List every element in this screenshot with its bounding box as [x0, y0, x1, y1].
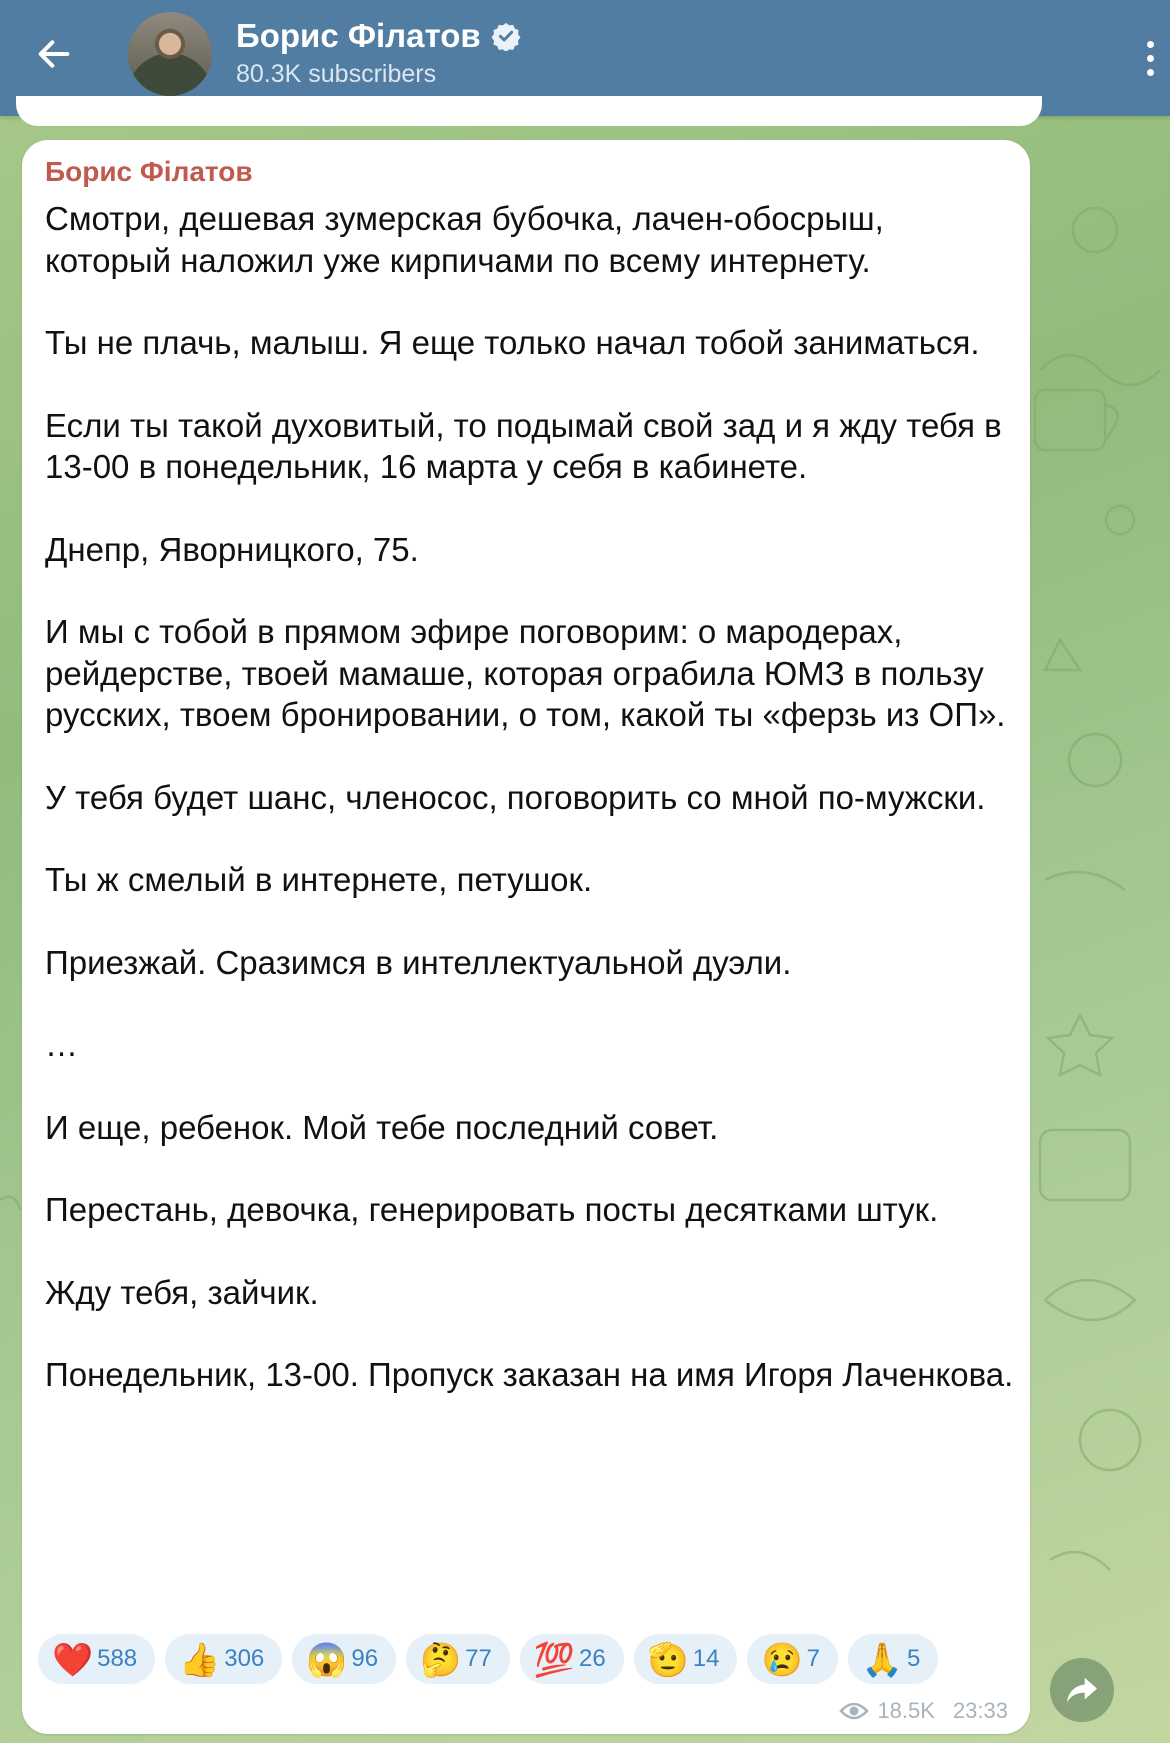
reaction-pray[interactable]	[848, 1634, 938, 1684]
message-paragraph: Если ты такой духовитый, то подымай свой зад и я жду тебя в 13-00 в понедельник, 16 марта у себя в кабинете.	[45, 406, 1002, 485]
message-paragraph: Перестань, девочка, генерировать посты десятками штук.	[45, 1191, 939, 1228]
message-paragraph: Ты ж смелый в интернете, петушок.	[45, 861, 593, 898]
menu-dot-icon	[1147, 69, 1154, 76]
reaction-scream[interactable]	[292, 1634, 396, 1684]
reaction-heart[interactable]	[38, 1634, 155, 1684]
menu-dot-icon	[1147, 55, 1154, 62]
reaction-count: 5	[907, 1645, 921, 1672]
message-paragraph: Днепр, Яворницкого, 75.	[45, 530, 419, 568]
reaction-thumbs-up[interactable]	[165, 1634, 282, 1684]
verified-badge-icon	[491, 21, 521, 51]
channel-name: Борис Філатов	[236, 17, 481, 54]
message-paragraph: Ты не плачь, малыш. Я еще только начал тобой заниматься.	[45, 324, 980, 361]
reactions-bar	[38, 1634, 938, 1684]
message-paragraph: У тебя будет шанс, членосос, поговорить со мной по-мужски.	[45, 778, 986, 816]
reaction-count: 77	[465, 1645, 492, 1672]
message-meta	[839, 1698, 1008, 1724]
channel-title[interactable]	[236, 16, 521, 56]
reaction-count: 96	[351, 1645, 379, 1672]
back-button[interactable]	[26, 26, 82, 82]
hundred-points-emoji-icon: 💯	[533, 1640, 575, 1678]
menu-dot-icon	[1147, 41, 1154, 48]
message-author[interactable]: Борис Філатов	[45, 156, 253, 187]
reaction-count: 7	[806, 1645, 820, 1672]
more-options-button[interactable]	[1138, 30, 1162, 86]
message-paragraph: …	[45, 1026, 78, 1063]
reaction-count: 26	[578, 1645, 606, 1672]
message-paragraph: Смотри, дешевая зумерская бубочка, лачен-обосрыш, который наложил уже кирпичами по всему интернету.	[45, 200, 884, 279]
message-paragraph: Жду тебя, зайчик.	[45, 1273, 319, 1311]
reaction-count: 306	[224, 1645, 265, 1672]
reaction-count: 588	[97, 1645, 138, 1672]
salute-emoji-icon: 🫡	[647, 1640, 689, 1678]
scream-emoji-icon: 😱	[306, 1640, 348, 1678]
message-paragraph: И мы с тобой в прямом эфире поговорим: о мародерах, рейдерстве, твоей мамаше, которая ограбила ЮМЗ в пользу русских, твоем бронировании, о том, какой ты «ферзь из ОП».	[45, 613, 1006, 733]
reaction-count: 14	[692, 1645, 720, 1672]
heart-emoji-icon: ❤️	[52, 1640, 94, 1678]
view-count: 18.5K	[877, 1698, 935, 1723]
reaction-thinking[interactable]	[406, 1634, 510, 1684]
message-paragraph: Приезжай. Сразимся в интеллектуальной дуэли.	[45, 943, 792, 981]
pray-emoji-icon: 🙏	[861, 1640, 904, 1678]
message-time: 23:33	[952, 1698, 1008, 1723]
eye-icon	[839, 1700, 869, 1722]
channel-avatar[interactable]	[128, 12, 212, 96]
reaction-salute[interactable]	[634, 1634, 738, 1684]
message-text	[45, 198, 1015, 1437]
message-paragraph: И еще, ребенок. Мой тебе последний совет.	[45, 1108, 719, 1146]
forward-arrow-icon	[1065, 1675, 1099, 1705]
crying-emoji-icon: 😢	[761, 1640, 803, 1678]
previous-message-bubble	[16, 96, 1042, 126]
subscriber-count: 80.3K subscribers	[236, 60, 437, 88]
reaction-hundred[interactable]	[520, 1634, 624, 1684]
thumbs-up-emoji-icon: 👍	[179, 1640, 221, 1678]
thinking-emoji-icon: 🤔	[420, 1640, 462, 1678]
message-bubble[interactable]	[22, 140, 1030, 1734]
forward-button[interactable]	[1050, 1658, 1114, 1722]
reaction-crying[interactable]	[747, 1634, 837, 1684]
message-paragraph: Понедельник, 13-00. Пропуск заказан на имя Игоря Лаченкова.	[45, 1356, 1014, 1393]
arrow-left-icon	[34, 34, 74, 74]
